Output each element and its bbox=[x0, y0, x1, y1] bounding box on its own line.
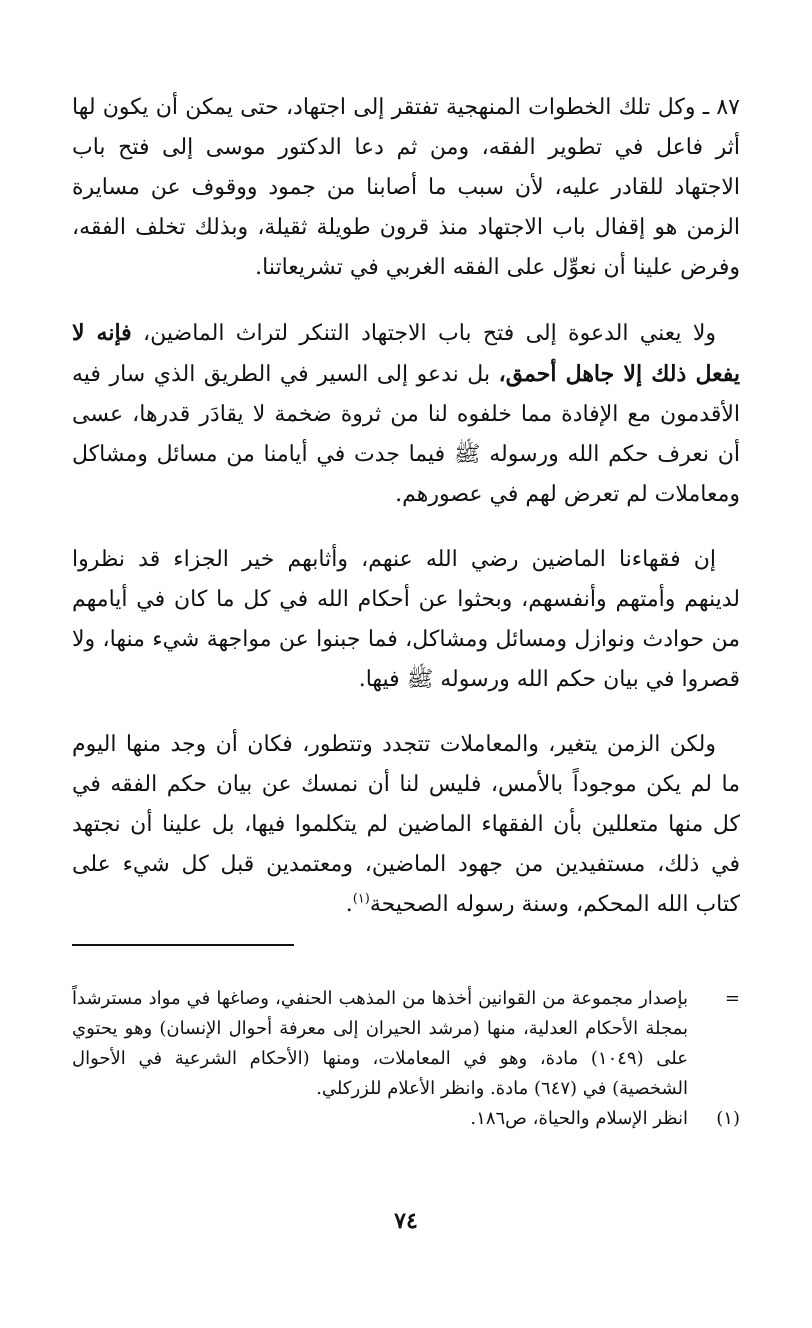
footnote-reference: (١) bbox=[352, 891, 370, 907]
paragraph-1 bbox=[72, 88, 740, 288]
paragraph-3-text: إن فقهاءنا الماضين رضي الله عنهم، وأثابهم خير الجزاء قد نظروا لدينهم وأمتهم وأنفسهم، وبحثوا عن أحكام الله في كل ما كان في أيامهم من حوادث ونوازل ومسائل ومشاكل، فما جبنوا عن مواجهة شيء منها، ولا قصروا في بيان حكم الله ورسوله ﷺ فيها. bbox=[72, 547, 740, 692]
footnote-1-marker: (١) bbox=[716, 1108, 740, 1129]
paragraph-1-text: ٨٧ ـ وكل تلك الخطوات المنهجية تفتقر إلى اجتهاد، حتى يمكن أن يكون لها أثر فاعل في تطوير الفقه، ومن ثم دعا الدكتور موسى إلى فتح باب الاجتهاد للقادر عليه، لأن سبب ما أصابنا من جمود ووقوف عن مسايرة الزمن هو إقفال باب الاجتهاد منذ قرون طويلة ثقيلة، وبذلك تخلف الفقه، وفرض علينا أن نعوِّل على الفقه الغربي في تشريعاتنا. bbox=[72, 95, 740, 280]
body-text bbox=[72, 88, 740, 925]
paragraph-2-text-end: بل ندعو إلى السير في الطريق الذي سار فيه الأقدمون مع الإفادة مما خلفوه لنا من ثروة ضخمة لا يقادَر قدرها، عسى أن نعرف حكم الله ورسوله ﷺ فيما جدت في أيامنا من مسائل ومشاكل ومعاملات لم تعرض لهم في عصورهم. bbox=[72, 362, 740, 507]
footnote-separator bbox=[72, 944, 294, 946]
footnote-1-text: انظر الإسلام والحياة، ص١٨٦. bbox=[470, 1108, 688, 1129]
book-page bbox=[72, 88, 740, 1328]
paragraph-4 bbox=[72, 725, 740, 925]
paragraph-4-end: . bbox=[345, 892, 353, 917]
footnote-1 bbox=[72, 1104, 740, 1134]
paragraph-4-text: ولكن الزمن يتغير، والمعاملات تتجدد وتتطور، فكان أن وجد منها اليوم ما لم يكن موجوداً بالأمس، فليس لنا أن نمسك عن بيان حكم الفقه في كل منها متعللين بأن الفقهاء الماضين لم يتكلموا فيها، بل علينا أن نجتهد في ذلك، مستفيدين من جهود الماضين، ومعتمدين قبل كل شيء على كتاب الله المحكم، وسنة رسوله الصحيحة bbox=[72, 732, 740, 917]
footnote-continuation-text: بإصدار مجموعة من القوانين أخذها من المذهب الحنفي، وصاغها في مواد مسترشداً بمجلة الأحكام العدلية، منها (مرشد الحيران إلى معرفة أحوال الإنسان) وهو يحتوي على (١٠٤٩) مادة، وهو في المعاملات، ومنها (الأحكام الشرعية في الأحوال الشخصية) في (٦٤٧) مادة. وانظر الأعلام للزركلي. bbox=[72, 988, 688, 1099]
paragraph-3 bbox=[72, 540, 740, 700]
footnote-continuation-marker: = bbox=[724, 988, 740, 1009]
page-number: ٧٤ bbox=[394, 1208, 418, 1234]
footnote-continuation bbox=[72, 984, 740, 1104]
paragraph-2 bbox=[72, 313, 740, 515]
paragraph-2-text-start: ولا يعني الدعوة إلى فتح باب الاجتهاد التنكر لتراث الماضين، bbox=[131, 321, 716, 346]
footnotes bbox=[72, 984, 740, 1134]
paragraph-2-bold-text: فإنه لا يفعل ذلك إلا جاهل أحمق، bbox=[72, 320, 740, 387]
